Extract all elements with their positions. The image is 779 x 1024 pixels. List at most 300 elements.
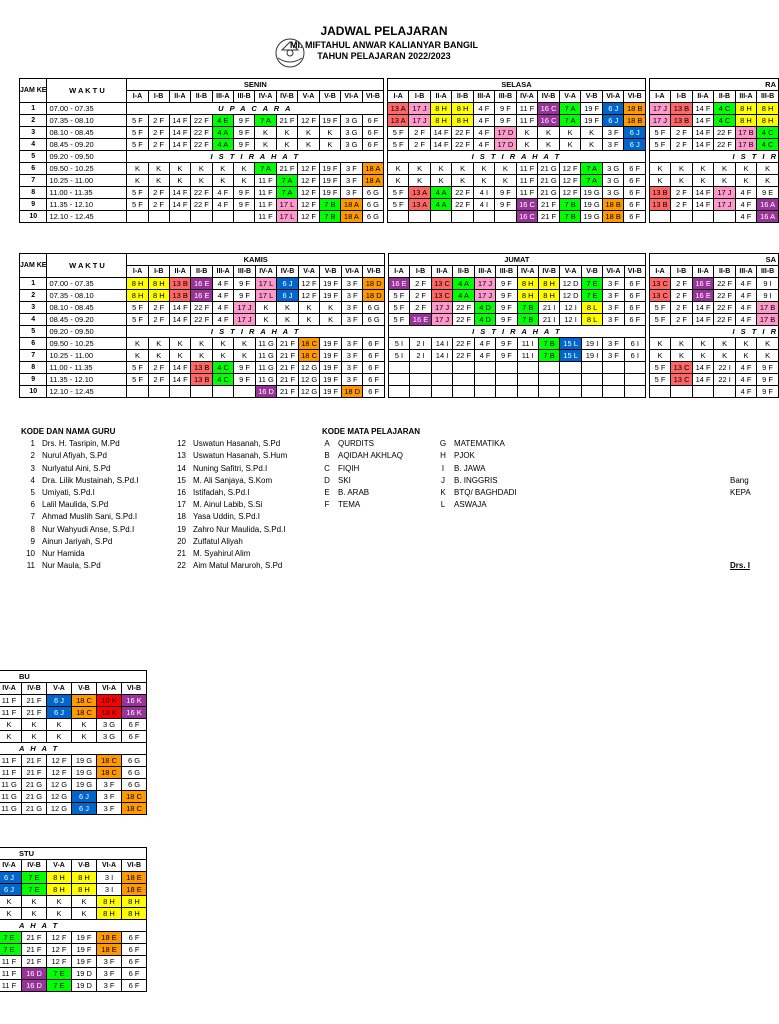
class-header: IV-B (22, 683, 47, 695)
schedule-cell: 18 C (298, 338, 320, 350)
empty-cell (191, 211, 212, 223)
schedule-cell: 5 F (127, 115, 148, 127)
schedule-cell: 16 C (516, 199, 538, 211)
schedule-cell: 3 F (341, 175, 362, 187)
schedule-row (20, 175, 779, 187)
schedule-cell: 18 C (72, 695, 97, 707)
schedule-cell: 21 I (538, 302, 559, 314)
period-time: 11.35 - 12.10 (47, 199, 127, 211)
schedule-cell: 17 J (431, 302, 453, 314)
schedule-cell: 19 F (72, 932, 97, 944)
legend-name: Nur Wahyudi Anse, S.Pd.I (42, 524, 135, 534)
class-header: VI-B (122, 860, 147, 872)
schedule-cell: 11 F (516, 103, 538, 115)
legend-code: 10 (26, 549, 35, 559)
legend-code: 8 (30, 524, 35, 534)
schedule-cell: 3 F (97, 968, 122, 980)
schedule-cell: K (191, 175, 212, 187)
signature-role: KEPA (730, 488, 751, 497)
schedule-cell: 2 F (148, 127, 169, 139)
class-header: IV-B (538, 266, 559, 278)
schedule-cell: K (735, 338, 756, 350)
schedule-cell: 8 H (127, 278, 148, 290)
schedule-cell: K (559, 127, 580, 139)
schedule-cell: 8 L (581, 314, 602, 326)
legend-name: Dra. Lilik Mustainah, S.Pd.I (42, 475, 139, 485)
schedule-cell: 4 F (735, 374, 756, 386)
schedule-cell: 7 E (47, 968, 72, 980)
schedule-cell: 12 G (298, 374, 320, 386)
schedule-cell: 8 H (148, 278, 169, 290)
schedule-cell: 18 E (122, 884, 147, 896)
schedule-cell: 4 F (212, 314, 233, 326)
legend-code: 14 (177, 463, 186, 473)
legend-name: Umiyati, S.Pd.I (42, 488, 95, 498)
empty-cell (517, 386, 538, 398)
schedule-cell: 21 F (22, 944, 47, 956)
schedule-cell: 16 E (388, 278, 410, 290)
legend-name: Zahro Nur Maulida, S.Pd.I (193, 524, 286, 534)
empty-cell (624, 362, 645, 374)
class-header: IV-A (0, 860, 22, 872)
empty-cell (430, 211, 451, 223)
schedule-cell: 7 E (22, 872, 47, 884)
empty-cell (581, 374, 602, 386)
schedule-cell: 3 F (341, 362, 363, 374)
schedule-cell: 11 I (517, 350, 538, 362)
schedule-cell: K (212, 350, 233, 362)
schedule-cell: 6 J (624, 127, 646, 139)
period-number: 8 (20, 187, 47, 199)
class-header: III-B (757, 91, 779, 103)
schedule-cell: 2 F (148, 362, 169, 374)
schedule-cell: 12 G (47, 779, 72, 791)
break-label: A H A T (0, 920, 147, 932)
schedule-cell: 12 I (560, 302, 582, 314)
schedule-cell: 6 G (363, 302, 385, 314)
schedule-cell: 16 D (255, 386, 277, 398)
class-header: III-A (735, 91, 757, 103)
schedule-cell: 5 F (127, 374, 148, 386)
school-year: TAHUN PELAJARAN 2022/2023 (317, 51, 451, 61)
schedule-cell: 22 F (714, 127, 735, 139)
schedule-cell: 14 F (692, 302, 714, 314)
schedule-cell: K (757, 350, 779, 362)
schedule-cell: 4 F (474, 350, 495, 362)
schedule-cell: K (127, 338, 148, 350)
schedule-cell: K (0, 719, 22, 731)
schedule-cell: 18 B (602, 199, 624, 211)
schedule-cell: 2 F (671, 187, 693, 199)
schedule-cell: 3 F (602, 139, 624, 151)
schedule-cell: 2 F (148, 374, 169, 386)
schedule-cell: 22 F (191, 302, 213, 314)
fragment-table (0, 847, 147, 992)
schedule-cell: K (319, 127, 340, 139)
legend-row (172, 548, 323, 560)
period-number: 7 (20, 350, 47, 362)
legend-name: Ainun Jariyah, S.Pd (42, 536, 113, 546)
schedule-cell: 22 F (191, 139, 212, 151)
schedule-cell: 6 J (0, 872, 22, 884)
signature-name: Drs. I (730, 561, 751, 570)
class-header: II-A (431, 266, 453, 278)
schedule-cell: 6 J (602, 103, 624, 115)
legend-name: Drs. H. Tasripin, M.Pd (42, 439, 120, 449)
period-number: 10 (20, 386, 47, 398)
empty-cell (473, 211, 494, 223)
schedule-cell: 5 F (649, 374, 671, 386)
schedule-cell: 14 F (692, 187, 713, 199)
schedule-cell: 13 A (387, 103, 408, 115)
class-header: III-A (212, 266, 233, 278)
schedule-cell: 11 F (0, 707, 22, 719)
period-number: 3 (20, 302, 47, 314)
schedule-cell: 16 K (122, 707, 147, 719)
schedule-cell: 7 E (22, 884, 47, 896)
schedule-block-2 (19, 253, 779, 398)
schedule-cell: 21 F (22, 767, 47, 779)
schedule-cell: 4 F (735, 386, 756, 398)
schedule-cell: 9 F (496, 290, 517, 302)
schedule-cell: 4 A (453, 278, 474, 290)
schedule-cell: 19 F (581, 115, 603, 127)
schedule-cell: 13 A (409, 187, 430, 199)
schedule-cell: 21 G (22, 791, 47, 803)
school-logo-icon (273, 36, 307, 70)
schedule-cell: 14 F (430, 139, 451, 151)
schedule-cell: 7 B (538, 350, 559, 362)
schedule-cell: 19 F (320, 290, 341, 302)
period-number: 6 (20, 338, 47, 350)
period-time: 11.00 - 11.35 (47, 362, 127, 374)
schedule-cell: 3 F (603, 314, 624, 326)
empty-cell (410, 374, 432, 386)
empty-cell (431, 386, 453, 398)
schedule-cell: 4 C (212, 374, 233, 386)
legend-code: C (324, 463, 330, 473)
schedule-cell: 6 J (47, 707, 72, 719)
schedule-cell: 9 F (496, 302, 517, 314)
schedule-cell: 4 A (430, 187, 451, 199)
class-header: V-B (72, 860, 97, 872)
class-header: III-B (496, 266, 517, 278)
legend-row (438, 475, 554, 487)
schedule-cell: K (516, 139, 538, 151)
period-time: 12.10 - 12.45 (47, 211, 127, 223)
schedule-cell: K (298, 314, 320, 326)
schedule-cell: 21 G (22, 803, 47, 815)
schedule-cell: 22 F (191, 115, 212, 127)
legend-row (21, 463, 172, 475)
empty-cell (581, 362, 602, 374)
schedule-cell: 6 F (363, 386, 385, 398)
legend-row (172, 463, 323, 475)
schedule-cell: 12 F (559, 163, 580, 175)
schedule-cell: K (495, 175, 517, 187)
class-header: VI-A (97, 860, 122, 872)
schedule-fragment-1 (0, 670, 152, 815)
schedule-cell: 7 B (559, 211, 580, 223)
class-header: III-B (233, 91, 254, 103)
schedule-cell: 14 F (169, 199, 190, 211)
schedule-cell: 3 F (341, 302, 363, 314)
legend-row (172, 450, 323, 462)
schedule-cell: 19 F (319, 175, 340, 187)
schedule-cell: 6 F (624, 302, 645, 314)
schedule-cell: 16 E (410, 314, 432, 326)
schedule-cell: 18 D (363, 278, 385, 290)
empty-cell (127, 386, 148, 398)
schedule-cell: 21 F (277, 350, 298, 362)
schedule-cell: 12 F (47, 944, 72, 956)
class-header: IV-A (517, 266, 538, 278)
schedule-cell: 9 F (233, 115, 254, 127)
schedule-cell: 22 F (452, 199, 473, 211)
schedule-cell: 18 C (122, 803, 147, 815)
schedule-row (20, 139, 779, 151)
schedule-cell: K (559, 139, 580, 151)
legend-name: B. ARAB (338, 488, 370, 498)
schedule-cell: 14 F (430, 127, 451, 139)
empty-cell (388, 362, 410, 374)
schedule-cell: 21 F (277, 338, 298, 350)
legend-row (438, 499, 554, 511)
schedule-cell: 11 F (0, 968, 22, 980)
legend-code: 13 (177, 451, 186, 461)
class-header: II-A (169, 91, 190, 103)
class-header: V-A (47, 860, 72, 872)
period-number: 10 (20, 211, 47, 223)
schedule-cell: K (495, 163, 517, 175)
period-time: 09.50 - 10.25 (47, 163, 127, 175)
schedule-cell: 16 K (122, 695, 147, 707)
period-time: 11.35 - 12.10 (47, 374, 127, 386)
schedule-cell: 13 B (671, 103, 693, 115)
schedule-cell: 11 F (0, 755, 22, 767)
schedule-cell: 18 D (363, 290, 385, 302)
schedule-cell: K (212, 338, 233, 350)
schedule-cell: K (692, 163, 713, 175)
schedule-cell: 6 F (624, 290, 645, 302)
schedule-cell: K (191, 350, 213, 362)
class-header: I-A (387, 91, 408, 103)
day-header: JUMAT (388, 254, 645, 266)
legend-name: MATEMATIKA (454, 439, 505, 449)
schedule-cell: 5 F (387, 199, 408, 211)
schedule-cell: 12 F (298, 187, 319, 199)
period-time: 08.45 - 09.20 (47, 139, 127, 151)
schedule-cell: 2 F (148, 199, 169, 211)
schedule-cell: 17 J (714, 199, 735, 211)
schedule-cell: 21 F (277, 386, 298, 398)
period-number: 8 (20, 362, 47, 374)
schedule-cell: 5 F (649, 362, 671, 374)
legend-name: B. JAWA (454, 463, 486, 473)
empty-cell (169, 211, 190, 223)
schedule-cell: K (452, 175, 473, 187)
schedule-cell: 9 F (233, 187, 254, 199)
schedule-cell: 3 G (97, 719, 122, 731)
empty-cell (410, 362, 432, 374)
schedule-cell: K (757, 338, 779, 350)
schedule-cell: K (714, 163, 735, 175)
schedule-cell: 12 G (47, 791, 72, 803)
schedule-cell: 7 A (581, 175, 603, 187)
schedule-cell: 13 B (169, 278, 191, 290)
schedule-cell: 17 J (474, 290, 495, 302)
schedule-cell: 18 B (624, 103, 646, 115)
schedule-cell: 6 F (122, 731, 147, 743)
schedule-cell: 2 F (671, 278, 693, 290)
legend-row (21, 487, 172, 499)
schedule-cell: 6 F (363, 374, 385, 386)
schedule-cell: K (127, 175, 148, 187)
legend-name: QURDITS (338, 439, 374, 449)
empty-cell (453, 386, 474, 398)
schedule-cell: 21 F (276, 115, 297, 127)
schedule-cell: 13 B (191, 374, 213, 386)
schedule-cell: K (298, 302, 320, 314)
schedule-cell: 17 J (409, 103, 430, 115)
schedule-row (20, 326, 779, 338)
schedule-cell: 18 C (97, 755, 122, 767)
schedule-cell: 3 F (341, 278, 363, 290)
break-label: I S T I R (649, 326, 778, 338)
schedule-cell: K (516, 127, 538, 139)
period-number: 9 (20, 374, 47, 386)
schedule-cell: 8 H (517, 290, 538, 302)
schedule-cell: K (212, 163, 233, 175)
schedule-cell: 3 G (602, 163, 624, 175)
schedule-cell: 11 F (516, 175, 538, 187)
legend-code: 5 (30, 488, 35, 498)
schedule-cell: 8 H (538, 290, 559, 302)
empty-cell (581, 386, 602, 398)
schedule-cell: K (0, 896, 22, 908)
schedule-cell: 19 D (72, 980, 97, 992)
class-header: IV-A (0, 683, 22, 695)
schedule-cell: 11 G (255, 350, 277, 362)
schedule-cell: 2 F (410, 290, 432, 302)
legend-row (322, 463, 438, 475)
legend-name: AQIDAH AKHLAQ (338, 451, 403, 461)
period-time: 07.00 - 07.35 (47, 278, 127, 290)
schedule-cell: 6 F (122, 719, 147, 731)
schedule-cell: 11 F (516, 187, 538, 199)
schedule-cell: 6 F (362, 139, 383, 151)
schedule-cell: 11 F (0, 956, 22, 968)
schedule-cell: 4 A (212, 127, 233, 139)
schedule-cell: 15 L (560, 350, 582, 362)
empty-cell (560, 386, 582, 398)
schedule-cell: 6 F (122, 956, 147, 968)
schedule-cell: 19 G (72, 767, 97, 779)
schedule-cell: 6 F (122, 968, 147, 980)
schedule-cell: K (409, 163, 430, 175)
schedule-cell: 8 H (97, 908, 122, 920)
schedule-cell: 7 A (581, 163, 603, 175)
period-number: 5 (20, 151, 47, 163)
class-header: VI-B (624, 266, 645, 278)
schedule-cell: 7 A (255, 163, 276, 175)
legend-code: H (440, 451, 446, 461)
legend-row (438, 438, 554, 450)
page-title: JADWAL PELAJARAN (320, 24, 448, 38)
schedule-cell: 13 C (671, 374, 693, 386)
legend-code: 19 (177, 524, 186, 534)
schedule-cell: K (47, 908, 72, 920)
legend-row (21, 560, 172, 572)
day-header: STU (0, 848, 147, 860)
schedule-cell: 18 B (624, 115, 646, 127)
legend-name: Nurul Afiyah, S.Pd (42, 451, 107, 461)
schedule-cell: 3 F (602, 127, 624, 139)
class-header: III-A (473, 91, 494, 103)
empty-cell (649, 211, 671, 223)
empty-cell (431, 374, 453, 386)
schedule-cell: 10 K (97, 707, 122, 719)
legend-name: Uswatun Hasanah, S.Hum (193, 451, 288, 461)
schedule-cell: K (276, 127, 297, 139)
empty-cell (431, 362, 453, 374)
empty-cell (714, 211, 735, 223)
schedule-cell: 8 H (148, 290, 169, 302)
schedule-cell: 9 F (757, 362, 779, 374)
schedule-cell: 12 F (298, 290, 320, 302)
schedule-cell: 9 F (757, 386, 779, 398)
period-time: 08.45 - 09.20 (47, 314, 127, 326)
class-header: II-A (169, 266, 191, 278)
break-label: I S T I R A H A T (127, 151, 384, 163)
empty-cell (714, 386, 735, 398)
schedule-cell: 11 F (255, 175, 276, 187)
legend-name: TEMA (338, 500, 361, 510)
legend-code: J (441, 475, 445, 485)
schedule-cell: 21 F (22, 932, 47, 944)
teacher-list-2 (172, 438, 323, 572)
schedule-cell: 19 F (72, 944, 97, 956)
empty-cell (148, 211, 169, 223)
empty-cell (560, 362, 582, 374)
schedule-cell: 22 F (714, 139, 735, 151)
schedule-cell: 4 D (474, 314, 495, 326)
schedule-cell: K (714, 175, 735, 187)
schedule-cell: 7 B (319, 199, 340, 211)
schedule-cell: 12 F (298, 115, 319, 127)
schedule-cell: 7 A (255, 115, 276, 127)
schedule-cell: 9 F (496, 350, 517, 362)
schedule-cell: 17 J (649, 103, 671, 115)
schedule-row (20, 199, 779, 211)
schedule-row (20, 103, 779, 115)
class-header: III-A (474, 266, 495, 278)
empty-cell (388, 386, 410, 398)
class-header: III-B (757, 266, 779, 278)
schedule-cell: 18 C (97, 767, 122, 779)
legend-row (21, 450, 172, 462)
legend-name: M. Syahirul Alim (193, 549, 251, 559)
schedule-cell: 2 F (671, 199, 693, 211)
schedule-cell: 13 C (649, 290, 671, 302)
class-header: II-B (452, 91, 473, 103)
schedule-cell: 17 J (409, 115, 430, 127)
schedule-cell: 14 I (431, 350, 453, 362)
schedule-cell: 17 L (255, 278, 277, 290)
empty-cell (517, 374, 538, 386)
schedule-cell: K (148, 175, 169, 187)
schedule-cell: 17 J (234, 302, 255, 314)
